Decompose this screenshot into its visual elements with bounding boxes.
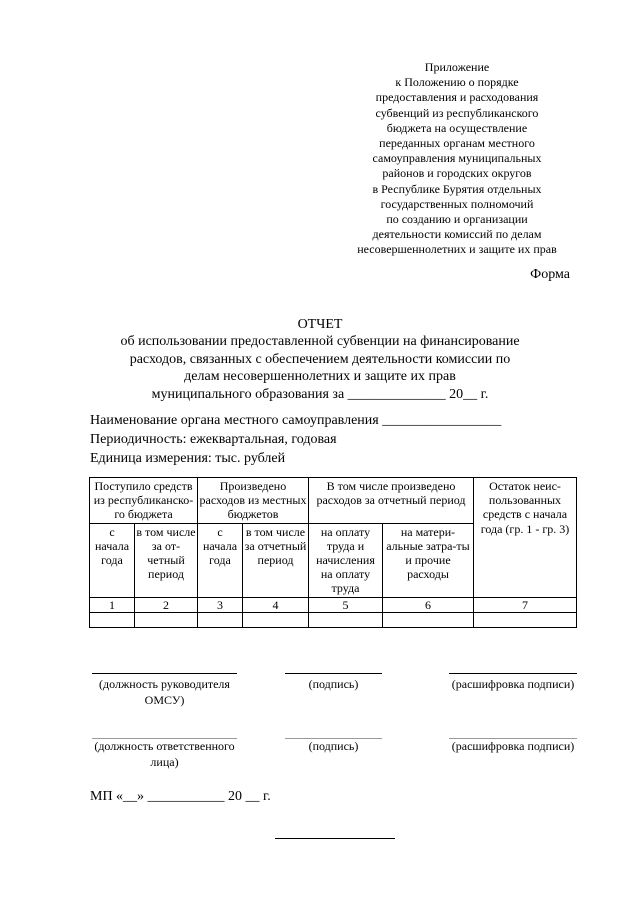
stamp-date-line: МП «__» ___________ 20 __ г.	[90, 789, 271, 804]
signature-caption: (подпись)	[308, 677, 359, 691]
unit-text: Единица измерения: тыс. рублей	[90, 451, 286, 466]
report-title: ОТЧЕТ	[297, 317, 343, 332]
subheader-cell: в том числе за отчетный период	[243, 523, 309, 597]
periodicity-text: Периодичность: ежеквартальная, годовая	[90, 432, 337, 447]
report-subtitle-line: муниципального образования за ______________ 20__ г.	[151, 386, 489, 402]
data-cell[interactable]	[243, 612, 309, 627]
data-cell[interactable]	[198, 612, 243, 627]
header-received: Поступило средств из республиканско-го бюджета	[90, 478, 198, 524]
position-signature-line	[92, 673, 237, 674]
column-number: 4	[243, 597, 309, 612]
appendix-line: бюджета на осуществление	[386, 120, 528, 135]
position-caption: (должность ответственного лица)	[94, 739, 235, 769]
table-data-row	[90, 612, 577, 627]
table-header-row	[90, 478, 577, 524]
data-cell[interactable]	[309, 612, 383, 627]
report-title-block	[80, 316, 560, 403]
appendix-line: самоуправления муниципальных	[372, 151, 542, 166]
column-number: 3	[198, 597, 243, 612]
report-subtitle-line: расходов, связанных с обеспечением деятельности комиссии по	[129, 351, 511, 367]
decoding-signature-line	[449, 673, 577, 674]
signature-line	[285, 673, 382, 674]
data-cell[interactable]	[383, 612, 474, 627]
subheader-cell: с начала года	[90, 523, 135, 597]
report-info	[90, 411, 501, 468]
header-remainder: Остаток неис-пользованных средств с начала года (гр. 1 - гр. 3)	[474, 478, 577, 598]
appendix-line: субвенций из республиканского	[375, 105, 539, 120]
column-number: 6	[383, 597, 474, 612]
bottom-signature-line	[275, 838, 395, 839]
report-table	[89, 477, 577, 628]
appendix-line: по созданию и организации	[386, 212, 528, 227]
header-spent-period: В том числе произведено расходов за отчетный период	[309, 478, 474, 524]
appendix-line: районов и городских округов	[382, 166, 532, 181]
appendix-line: в Республике Бурятия отдельных	[372, 181, 542, 196]
appendix-line: переданных органам местного	[379, 136, 535, 151]
subheader-cell: на матери-альные затра-ты и прочие расходы	[383, 523, 474, 597]
column-number: 7	[474, 597, 577, 612]
appendix-line: государственных полномочий	[380, 196, 534, 211]
report-subtitle-line: делам несовершеннолетних и защите их прав	[184, 369, 456, 385]
column-number: 2	[135, 597, 198, 612]
appendix-line: деятельности комиссий по делам	[372, 227, 542, 242]
decoding-caption: (расшифровка подписи)	[451, 677, 575, 691]
column-number: 1	[90, 597, 135, 612]
appendix-block	[352, 60, 562, 258]
column-number: 5	[309, 597, 383, 612]
form-label: Форма	[530, 267, 570, 282]
table-number-row	[90, 597, 577, 612]
decoding-caption: (расшифровка подписи)	[451, 739, 575, 753]
org-name-field: Наименование органа местного самоуправления _________________	[90, 413, 502, 428]
appendix-line: Приложение	[424, 60, 490, 74]
position-caption: (должность руководителя ОМСУ)	[99, 677, 230, 707]
report-subtitle-line: об использовании предоставленной субвенции на финансирование	[120, 334, 520, 350]
appendix-line: предоставления и расходования	[375, 90, 539, 105]
data-cell[interactable]	[90, 612, 135, 627]
subheader-cell: с начала года	[198, 523, 243, 597]
appendix-line: к Положению о порядке	[395, 75, 519, 90]
subheader-cell: в том числе за от-четный период	[135, 523, 198, 597]
signature-caption: (подпись)	[308, 739, 359, 753]
subheader-cell: на оплату труда и начисления на оплату труда	[309, 523, 383, 597]
data-cell[interactable]	[474, 612, 577, 627]
data-cell[interactable]	[135, 612, 198, 627]
header-spent-local: Произведено расходов из местных бюджетов	[198, 478, 309, 524]
appendix-line: несовершеннолетних и защите их прав	[357, 242, 557, 257]
